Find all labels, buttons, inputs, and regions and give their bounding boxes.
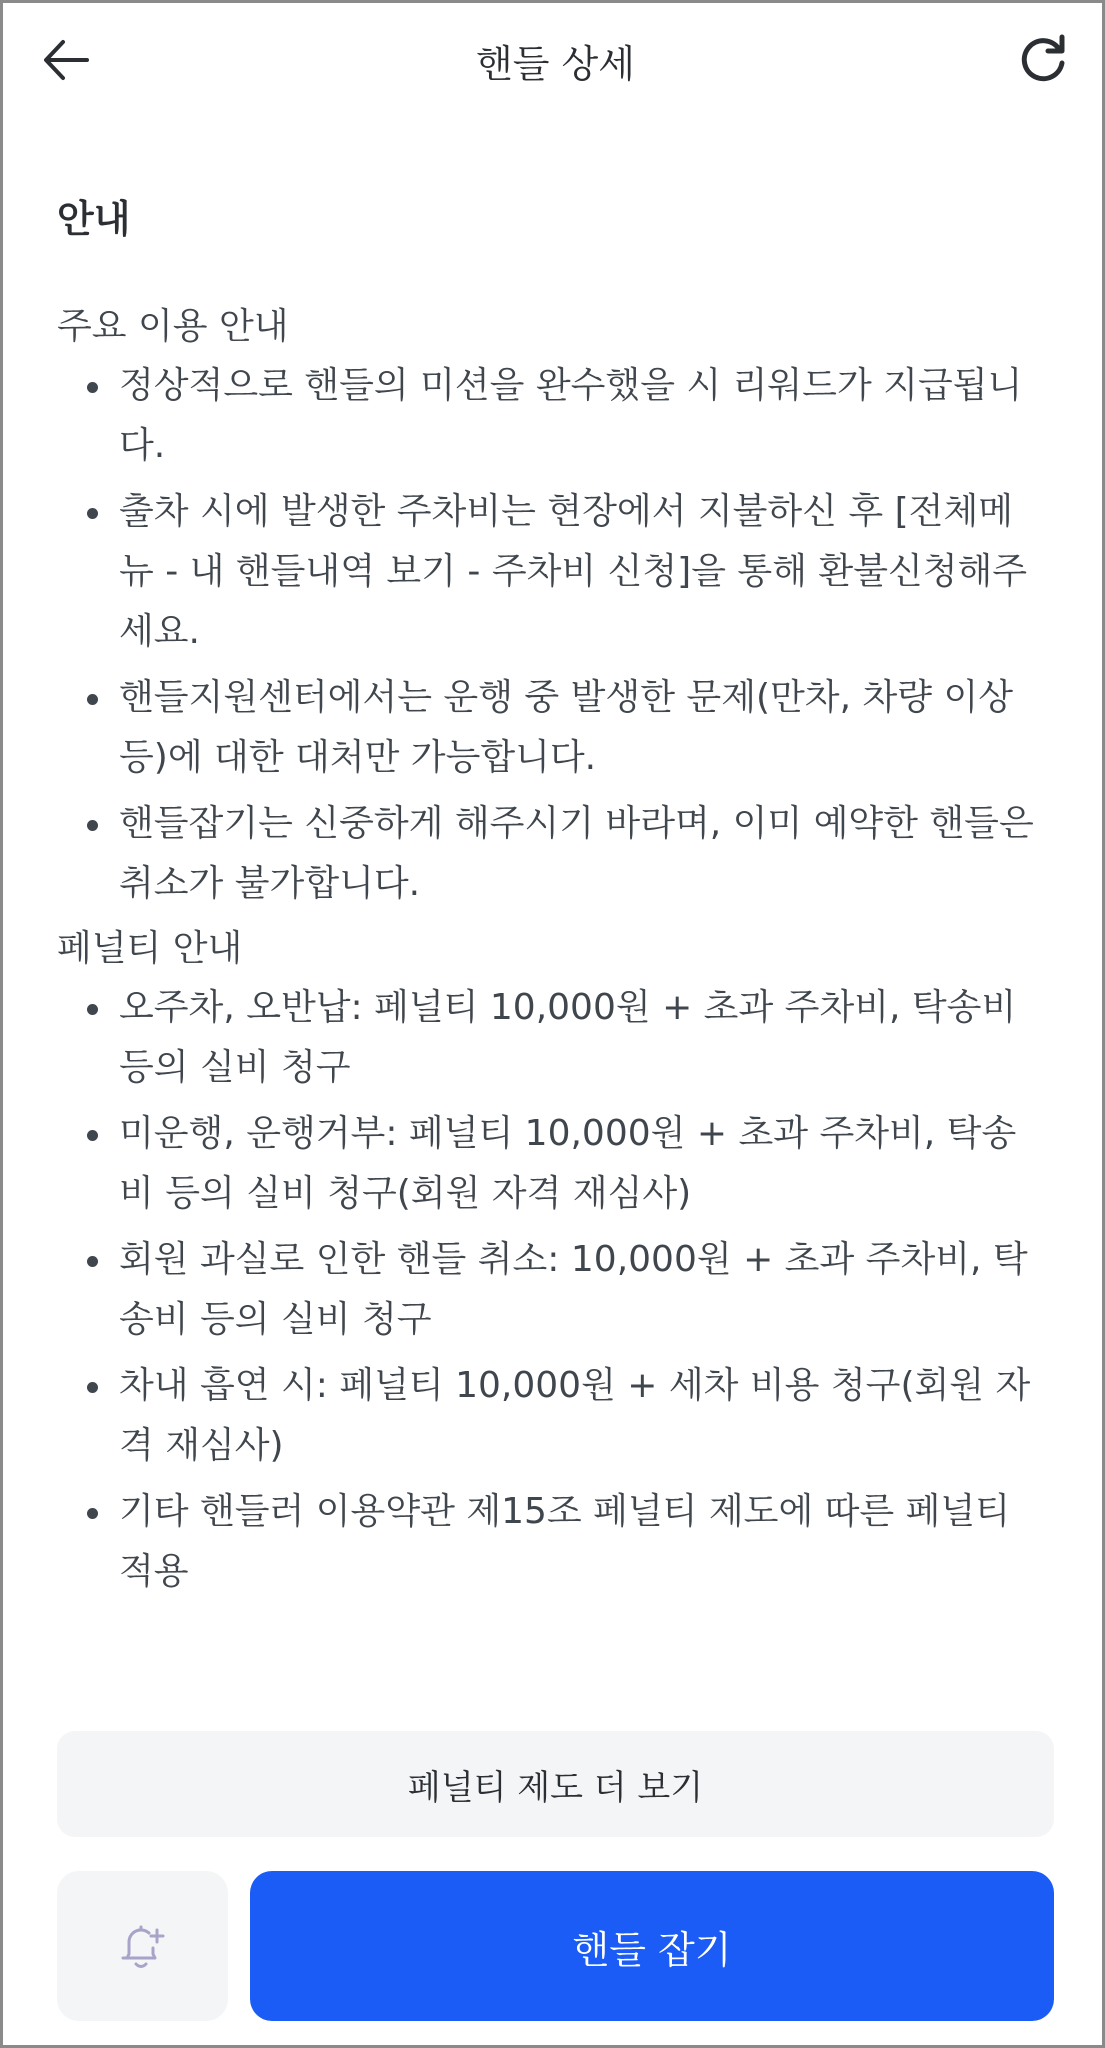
alarm-add-button[interactable]: [57, 1871, 228, 2021]
penalty-guide-title: 페널티 안내: [57, 928, 243, 969]
catch-handle-button[interactable]: 핸들 잡기: [250, 1871, 1054, 2021]
penalty-more-button[interactable]: 페널티 제도 더 보기: [57, 1731, 1054, 1837]
list-item: 핸들잡기는 신중하게 해주시기 바라며, 이미 예약한 핸들은 취소가 불가합니다.: [87, 794, 1047, 914]
guide-title: 안내: [57, 197, 131, 241]
penalty-guide-list: [87, 978, 1057, 1602]
app-header: [3, 3, 1105, 118]
list-item: 핸들지원센터에서는 운행 중 발생한 문제(만차, 차량 이상 등)에 대한 대처만 가능합니다.: [87, 668, 1047, 788]
usage-guide-list: [87, 356, 1057, 914]
page-title: 핸들 상세: [476, 42, 635, 86]
bell-plus-icon: [115, 1918, 171, 1974]
refresh-icon: [1013, 29, 1073, 89]
list-item: 차내 흡연 시: 페널티 10,000원 + 세차 비용 청구(회원 자격 재심사): [87, 1356, 1047, 1476]
list-item: 출차 시에 발생한 주차비는 현장에서 지불하신 후 [전체메뉴 - 내 핸들내역 보기 - 주차비 신청]을 통해 환불신청해주세요.: [87, 482, 1047, 662]
list-item: 미운행, 운행거부: 페널티 10,000원 + 초과 주차비, 탁송비 등의 실비 청구(회원 자격 재심사): [87, 1104, 1047, 1224]
list-item: 오주차, 오반납: 페널티 10,000원 + 초과 주차비, 탁송비 등의 실비 청구: [87, 978, 1047, 1098]
guide-section: [57, 188, 1057, 1608]
list-item: 정상적으로 핸들의 미션을 완수했을 시 리워드가 지급됩니다.: [87, 356, 1047, 476]
usage-guide-title: 주요 이용 안내: [57, 306, 289, 347]
list-item: 기타 핸들러 이용약관 제15조 페널티 제도에 따른 페널티 적용: [87, 1482, 1047, 1602]
list-item: 회원 과실로 인한 핸들 취소: 10,000원 + 초과 주차비, 탁송비 등의 실비 청구: [87, 1230, 1047, 1350]
refresh-button[interactable]: [1013, 29, 1073, 89]
